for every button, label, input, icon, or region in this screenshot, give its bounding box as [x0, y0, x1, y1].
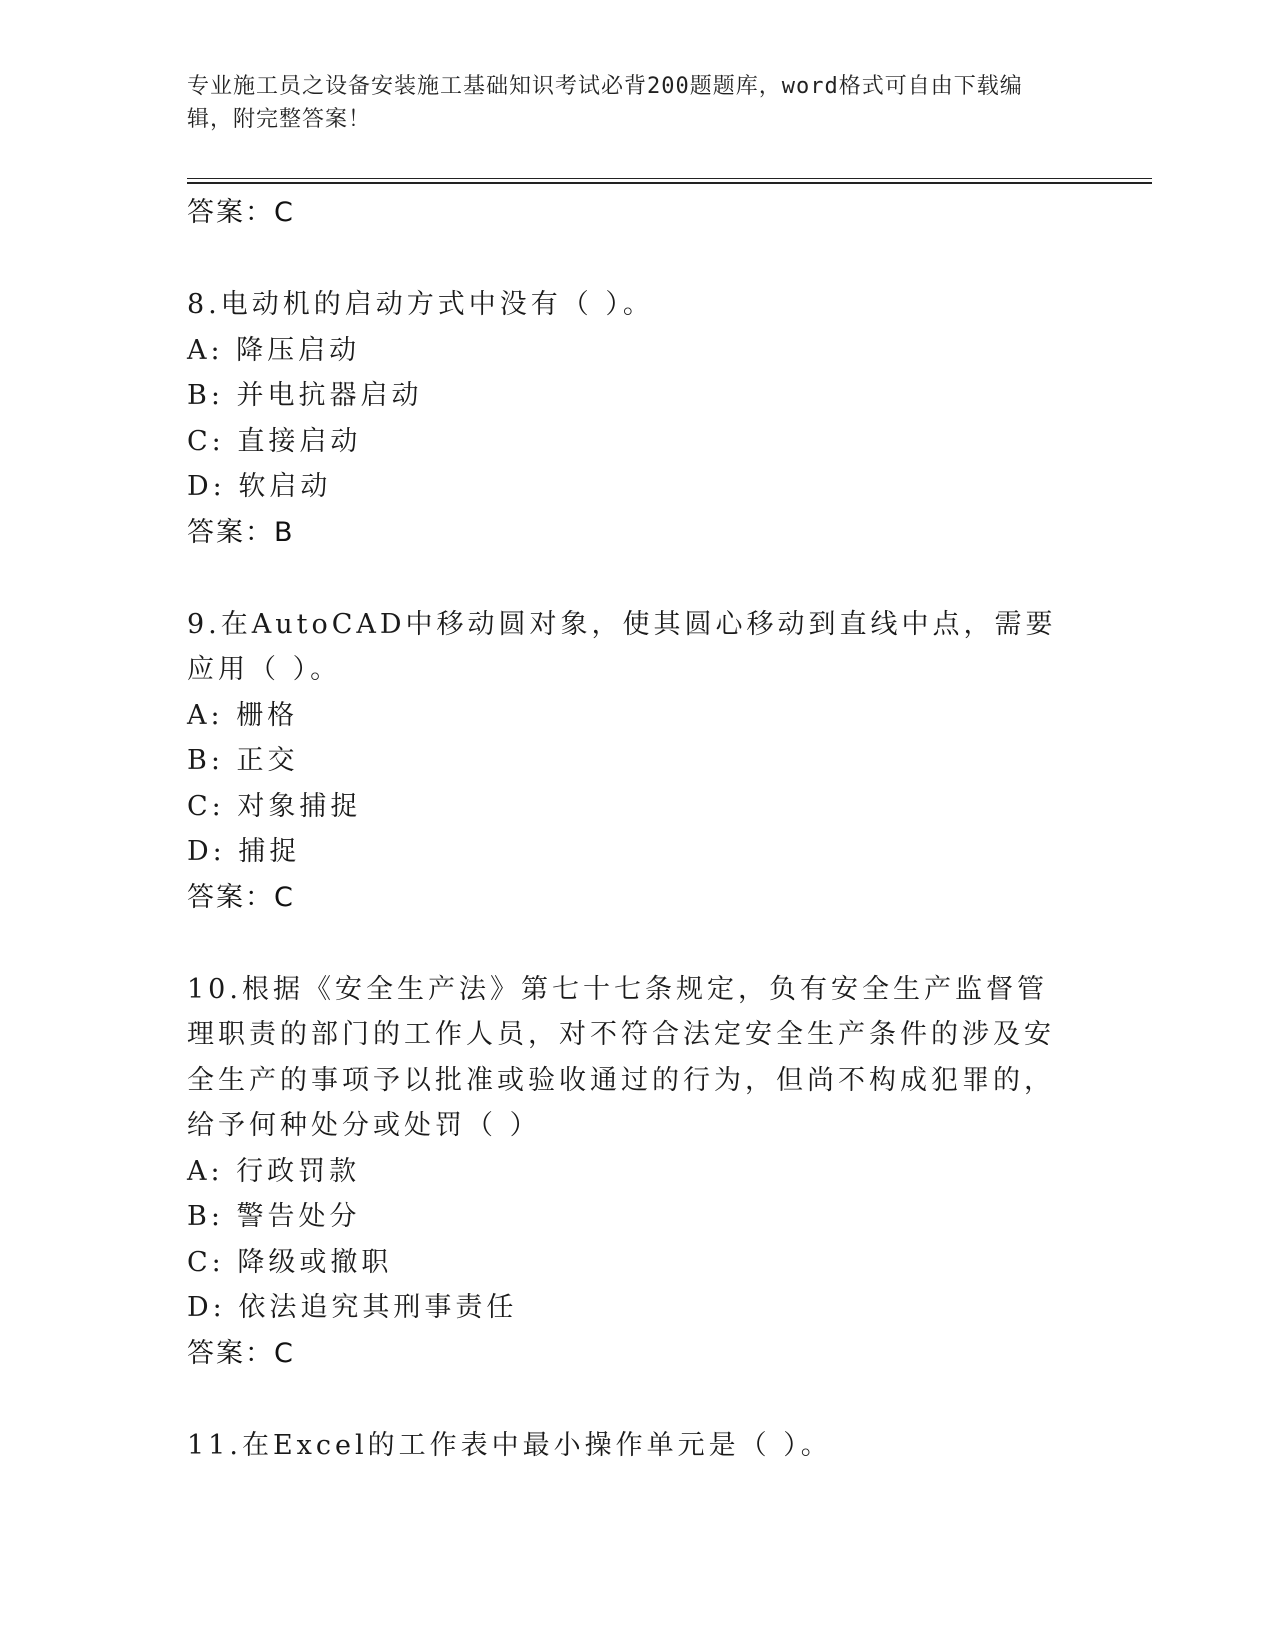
option-c: C: 降级或撤职: [187, 1246, 393, 1278]
page-header: 专业施工员之设备安装施工基础知识考试必背200题题库，word格式可自由下载编辑，附完整答案！: [187, 74, 1023, 132]
option-d: D: 依法追究其刑事责任: [187, 1292, 518, 1323]
option-a: A: 栅格: [187, 699, 299, 731]
option-b: B: 并电抗器启动: [187, 380, 423, 411]
option-a: A: 行政罚款: [187, 1155, 361, 1187]
answer-line: 答案：C: [187, 1337, 295, 1369]
option-c: C: 对象捕捉: [187, 790, 362, 822]
option-c: C: 直接启动: [187, 425, 362, 457]
answer-line: 答案：C: [187, 881, 295, 913]
header-rule-thick: [187, 182, 1152, 184]
answer-line: 答案：C: [187, 197, 295, 228]
option-b: B: 正交: [187, 745, 299, 776]
question-block: [187, 967, 1087, 1377]
question-block: [187, 1423, 1087, 1469]
question-text: 8.电动机的启动方式中没有（ ）。: [187, 289, 654, 320]
document-body: [187, 190, 1087, 1468]
option-d: D: 捕捉: [187, 836, 301, 867]
question-text: 11.在Excel的工作表中最小操作单元是（ ）。: [187, 1429, 832, 1461]
question-text: 10.根据《安全生产法》第七十七条规定，负有安全生产监督管理职责的部门的工作人员，对不符合法定安全生产条件的涉及安全生产的事项予以批准或验收通过的行为，但尚不构成犯罪的，给予何种处分或处罚（ ）: [187, 973, 1055, 1141]
question-block: [187, 602, 1087, 921]
header-rule: [187, 178, 1152, 179]
option-d: D: 软启动: [187, 471, 332, 502]
option-a: A: 降压启动: [187, 334, 361, 366]
question-text: 9.在AutoCAD中移动圆对象，使其圆心移动到直线中点，需要应用（ ）。: [187, 608, 1057, 685]
question-block: [187, 282, 1087, 556]
option-b: B: 警告处分: [187, 1201, 361, 1232]
answer-line: 答案：B: [187, 516, 295, 548]
